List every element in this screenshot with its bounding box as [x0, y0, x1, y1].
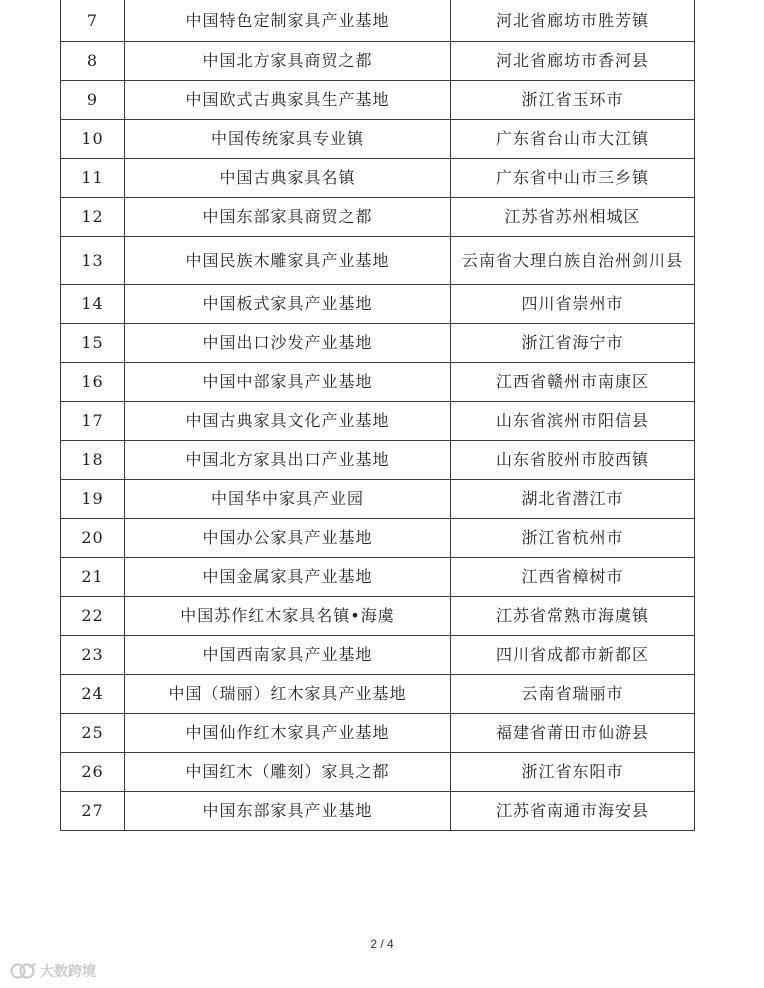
base-name: 中国苏作红木家具名镇•海虞 [125, 596, 451, 635]
row-number: 13 [61, 236, 125, 284]
page-number: 2 / 4 [370, 937, 394, 951]
row-number: 8 [61, 41, 125, 80]
table-row [61, 713, 695, 752]
base-location: 山东省滨州市阳信县 [451, 401, 695, 440]
row-number: 12 [61, 197, 125, 236]
row-number: 20 [61, 518, 125, 557]
base-location: 广东省台山市大江镇 [451, 119, 695, 158]
table-row [61, 80, 695, 119]
base-location: 四川省成都市新都区 [451, 635, 695, 674]
table-row [61, 197, 695, 236]
base-name: 中国古典家具文化产业基地 [125, 401, 451, 440]
row-number: 16 [61, 362, 125, 401]
watermark-text: 大数跨境 [40, 964, 96, 980]
table-row [61, 284, 695, 323]
row-number: 11 [61, 158, 125, 197]
base-name: 中国华中家具产业园 [125, 479, 451, 518]
table-row [61, 119, 695, 158]
base-location: 浙江省东阳市 [451, 752, 695, 791]
base-location: 云南省大理白族自治州剑川县 [451, 236, 695, 284]
table-row [61, 518, 695, 557]
base-name: 中国传统家具专业镇 [125, 119, 451, 158]
base-name: 中国中部家具产业基地 [125, 362, 451, 401]
row-number: 9 [61, 80, 125, 119]
base-location: 浙江省杭州市 [451, 518, 695, 557]
table-row [61, 635, 695, 674]
base-location: 湖北省潜江市 [451, 479, 695, 518]
base-name: 中国北方家具商贸之都 [125, 41, 451, 80]
row-number: 27 [61, 791, 125, 830]
table-row [61, 41, 695, 80]
row-number: 26 [61, 752, 125, 791]
table-row [61, 557, 695, 596]
table-row [61, 236, 695, 284]
table-row [61, 401, 695, 440]
base-name: 中国北方家具出口产业基地 [125, 440, 451, 479]
row-number: 10 [61, 119, 125, 158]
base-location: 江苏省常熟市海虞镇 [451, 596, 695, 635]
table-row [61, 158, 695, 197]
row-number: 21 [61, 557, 125, 596]
watermark [10, 960, 96, 982]
row-number: 17 [61, 401, 125, 440]
base-name: 中国出口沙发产业基地 [125, 323, 451, 362]
table-row [61, 752, 695, 791]
watermark-logo-icon [10, 962, 36, 980]
base-location: 广东省中山市三乡镇 [451, 158, 695, 197]
base-location: 浙江省玉环市 [451, 80, 695, 119]
table-row [61, 0, 695, 41]
row-number: 25 [61, 713, 125, 752]
base-location: 江西省樟树市 [451, 557, 695, 596]
table-row [61, 323, 695, 362]
row-number: 24 [61, 674, 125, 713]
base-name: 中国古典家具名镇 [125, 158, 451, 197]
base-name: 中国西南家具产业基地 [125, 635, 451, 674]
table-row [61, 791, 695, 830]
base-name: 中国民族木雕家具产业基地 [125, 236, 451, 284]
base-location: 江西省赣州市南康区 [451, 362, 695, 401]
base-name: 中国东部家具商贸之都 [125, 197, 451, 236]
base-name: 中国板式家具产业基地 [125, 284, 451, 323]
table-row [61, 362, 695, 401]
row-number: 23 [61, 635, 125, 674]
base-name: 中国金属家具产业基地 [125, 557, 451, 596]
base-name: 中国红木（雕刻）家具之都 [125, 752, 451, 791]
base-name: 中国仙作红木家具产业基地 [125, 713, 451, 752]
row-number: 14 [61, 284, 125, 323]
base-location: 江苏省苏州相城区 [451, 197, 695, 236]
table-row [61, 479, 695, 518]
base-location: 江苏省南通市海安县 [451, 791, 695, 830]
table-row [61, 674, 695, 713]
base-location: 福建省莆田市仙游县 [451, 713, 695, 752]
base-location: 河北省廊坊市香河县 [451, 41, 695, 80]
table-row [61, 596, 695, 635]
row-number: 19 [61, 479, 125, 518]
base-location: 云南省瑞丽市 [451, 674, 695, 713]
base-name: 中国（瑞丽）红木家具产业基地 [125, 674, 451, 713]
row-number: 22 [61, 596, 125, 635]
row-number: 18 [61, 440, 125, 479]
base-name: 中国特色定制家具产业基地 [125, 0, 451, 41]
table-body [61, 0, 695, 830]
row-number: 15 [61, 323, 125, 362]
furniture-base-table [60, 0, 695, 831]
base-location: 四川省崇州市 [451, 284, 695, 323]
base-location: 河北省廊坊市胜芳镇 [451, 0, 695, 41]
base-name: 中国办公家具产业基地 [125, 518, 451, 557]
base-name: 中国欧式古典家具生产基地 [125, 80, 451, 119]
base-name: 中国东部家具产业基地 [125, 791, 451, 830]
base-location: 山东省胶州市胶西镇 [451, 440, 695, 479]
table-row [61, 440, 695, 479]
base-location: 浙江省海宁市 [451, 323, 695, 362]
row-number: 7 [61, 0, 125, 41]
